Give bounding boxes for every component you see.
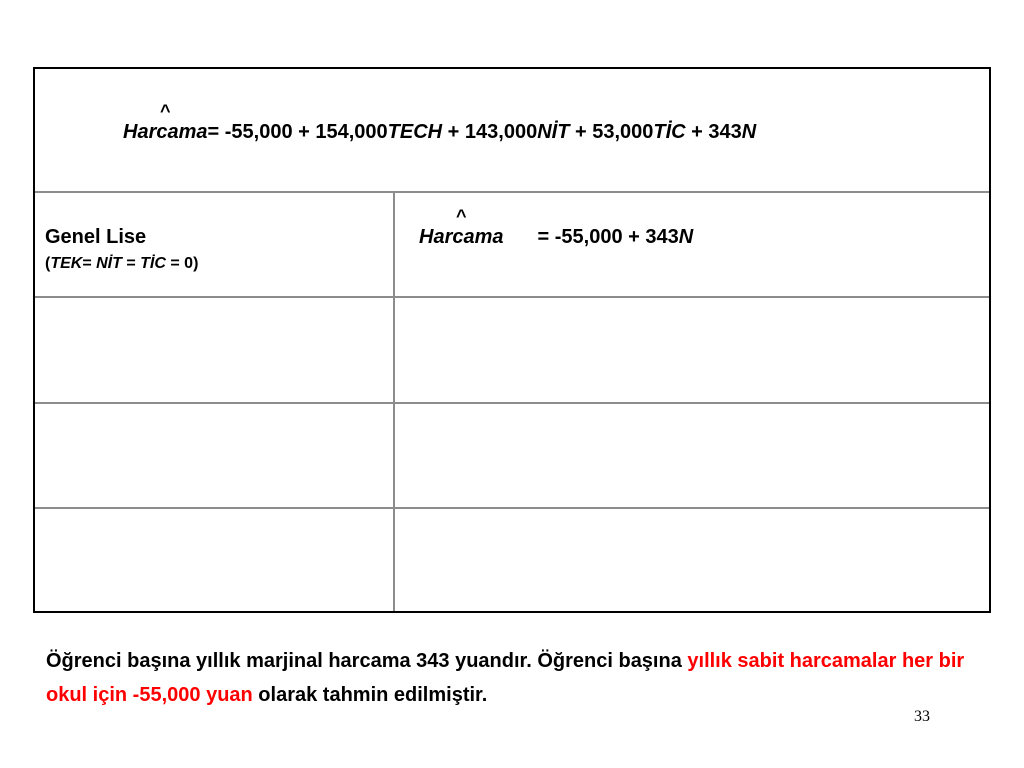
table-divider — [35, 296, 989, 298]
row-equation — [419, 206, 694, 249]
row-equation-const: = -55,000 + 343 — [537, 226, 679, 248]
regression-table — [33, 67, 991, 613]
row-condition — [45, 255, 198, 273]
table-divider — [35, 507, 989, 509]
hat-symbol: ^ — [159, 101, 171, 121]
table-divider — [35, 402, 989, 404]
page-number: 33 — [914, 708, 930, 725]
table-column-divider — [393, 193, 395, 611]
var-tic: TİC — [653, 121, 686, 143]
var-tech: TECH — [387, 121, 443, 143]
table-divider — [35, 191, 989, 193]
cond-var-tek: TEK — [50, 255, 83, 272]
equation-coef-n: + 343 — [685, 121, 742, 143]
interpretation-paragraph — [46, 644, 976, 712]
paragraph-text: Öğrenci başına yıllık marjinal harcama 343 yuandır. Öğrenci başına — [46, 650, 688, 672]
cond-var-nit: NİT — [96, 255, 122, 272]
var-n: N — [741, 121, 757, 143]
harcama-label: Harcama — [123, 121, 208, 143]
harcama-hat-term — [123, 101, 208, 144]
cond-var-tic: TİC — [140, 255, 166, 272]
harcama-label: Harcama — [419, 226, 504, 248]
harcama-hat-term — [419, 206, 504, 249]
cond-eq: = — [121, 255, 141, 272]
paren-open: ( — [45, 255, 51, 272]
paragraph-highlight: yıllık sabit harcamalar her bir okul için -55,000 yuan — [46, 650, 965, 706]
hat-symbol: ^ — [455, 206, 467, 226]
cond-eq-zero: = 0 — [165, 255, 194, 272]
row-var-n: N — [678, 226, 694, 248]
equation-coef-tic: + 53,000 — [569, 121, 654, 143]
paren-close: ) — [193, 255, 199, 272]
equation-coef-nit: + 143,000 — [442, 121, 538, 143]
cond-eq: = — [82, 255, 97, 272]
paragraph-text-end: olarak tahmin edilmiştir. — [252, 684, 488, 706]
equation-const: = -55,000 + 154,000 — [207, 121, 388, 143]
var-nit: NİT — [537, 121, 570, 143]
row-label: Genel Lise — [45, 226, 147, 248]
main-equation — [123, 101, 757, 144]
